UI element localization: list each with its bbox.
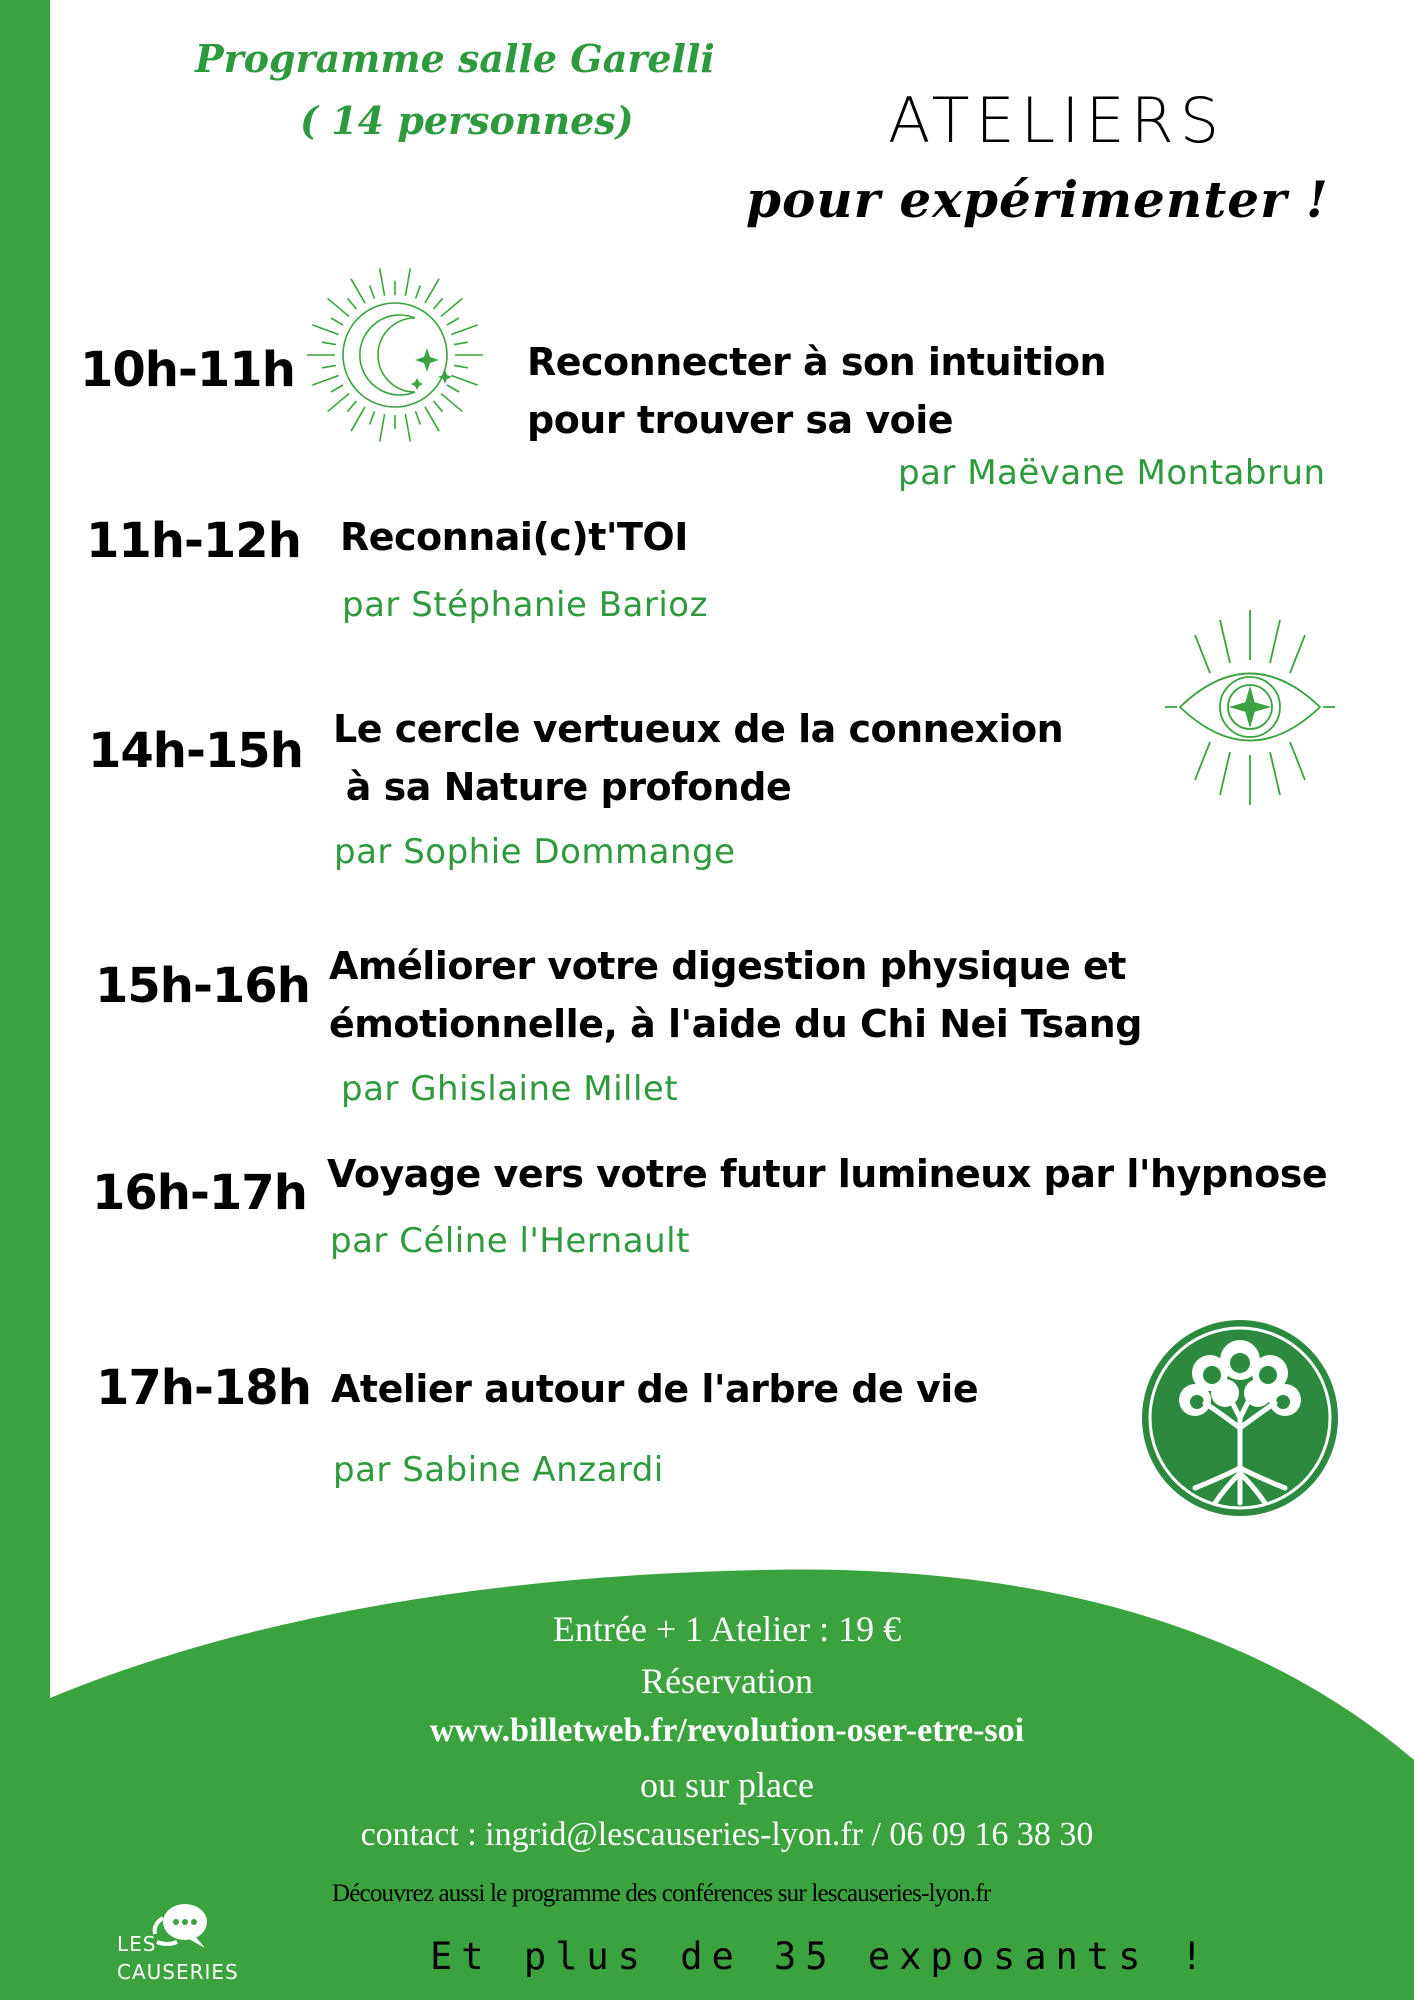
workshop-title: à sa Nature profonde — [333, 765, 792, 809]
workshop-title: Améliorer votre digestion physique et — [329, 944, 1126, 988]
workshop-time: 11h-12h — [86, 513, 301, 569]
conferences-note: Découvrez aussi le programme des conférences sur lescauseries-lyon.fr — [332, 1880, 991, 1907]
workshop-time: 10h-11h — [80, 342, 295, 398]
workshop-title: pour trouver sa voie — [527, 398, 954, 442]
workshop-title: Reconnecter à son intuition — [527, 340, 1107, 384]
workshop-title: émotionnelle, à l'aide du Chi Nei Tsang — [329, 1002, 1142, 1046]
programme-room-title: Programme salle Garelli — [195, 36, 715, 81]
logo-text-line2: CAUSERIES — [117, 1960, 239, 1984]
workshop-time: 15h-16h — [95, 958, 310, 1014]
logo-text-line1: LES — [117, 1932, 157, 1956]
page-title: ATELIERS — [888, 84, 1226, 157]
programme-capacity: ( 14 personnes) — [300, 98, 634, 143]
workshop-presenter: par Stéphanie Barioz — [342, 585, 708, 625]
workshop-presenter: par Sophie Dommange — [334, 832, 736, 872]
onsite-label: ou sur place — [640, 1765, 814, 1805]
workshop-presenter: par Céline l'Hernault — [330, 1221, 690, 1261]
reservation-label: Réservation — [641, 1661, 813, 1701]
workshop-title: Reconnai(c)t'TOI — [340, 515, 688, 559]
contact-info: contact : ingrid@lescauseries-lyon.fr / 06 09 16 38 30 — [360, 1816, 1094, 1853]
price-info: Entrée + 1 Atelier : 19 € — [552, 1609, 902, 1649]
workshop-time: 14h-15h — [88, 723, 303, 779]
page-subtitle: pour expérimenter ! — [746, 170, 1329, 229]
exhibitors-note: Et plus de 35 exposants ! — [430, 1935, 1212, 1978]
workshop-title: Le cercle vertueux de la connexion — [333, 707, 1064, 751]
workshop-presenter: par Sabine Anzardi — [333, 1450, 664, 1490]
workshop-time: 16h-17h — [92, 1165, 307, 1221]
workshop-title: Atelier autour de l'arbre de vie — [331, 1367, 979, 1411]
reservation-link[interactable]: www.billetweb.fr/revolution-oser-etre-soi — [429, 1712, 1025, 1749]
workshop-title: Voyage vers votre futur lumineux par l'hypnose — [327, 1152, 1328, 1196]
workshop-presenter: par Ghislaine Millet — [341, 1069, 679, 1109]
tree-of-life-icon — [1140, 1318, 1340, 1518]
eye-icon — [1165, 605, 1335, 810]
workshop-time: 17h-18h — [96, 1360, 311, 1416]
workshop-presenter: par Maëvane Montabrun — [898, 453, 1326, 493]
moon-sun-icon — [305, 260, 485, 450]
